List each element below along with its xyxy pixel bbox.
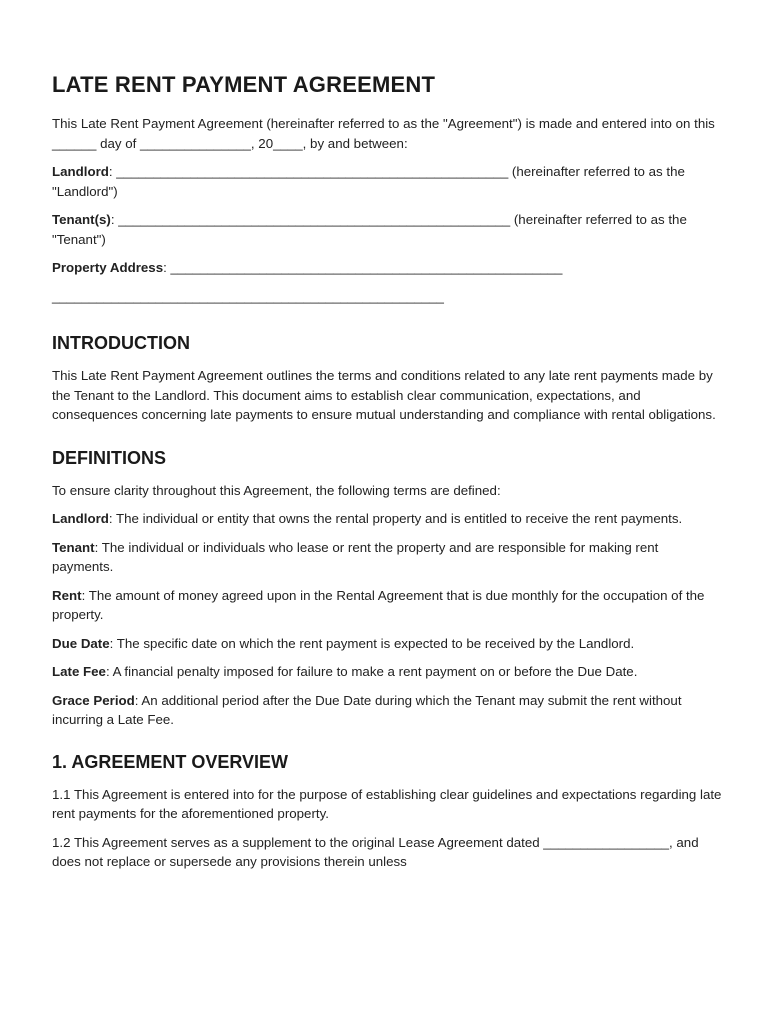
tenant-text: : _____________________________________________________ (hereinafter referred to as the "Tenant"): [52, 212, 687, 247]
property-line-2: _____________________________________________________: [52, 288, 444, 304]
definition-term: Grace Period: [52, 692, 135, 708]
definition-text: : An additional period after the Due Date during which the Tenant may submit the rent without incurring a Late Fee.: [52, 692, 682, 727]
overview-clause-1: 1.1 This Agreement is entered into for the purpose of establishing clear guidelines and expectations regarding late rent payments for the aforementioned property.: [52, 786, 722, 821]
landlord-line: [52, 162, 722, 201]
definition-term: Landlord: [52, 511, 109, 526]
introduction-text: This Late Rent Payment Agreement outlines the terms and conditions related to any late rent payments made by the Tenant to the Landlord. This document aims to establish clear communication, expectations, and consequences concerning late payments to ensure mutual understanding and compliance with rental obligations.: [52, 368, 716, 422]
definition-term: Rent: [52, 587, 82, 603]
definition-text: : The specific date on which the rent payment is expected to be received by the Landlord.: [109, 635, 635, 651]
definition-item: [52, 662, 722, 682]
landlord-text: : _____________________________________________________ (hereinafter referred to as the "Landlord"): [52, 164, 685, 199]
definition-item: [52, 634, 722, 654]
definition-text: : The individual or entity that owns the rental property and is entitled to receive the rent payments.: [108, 511, 683, 526]
overview-clause-2: 1.2 This Agreement serves as a supplement to the original Lease Agreement dated _________________, and does not replace or supersede any provisions therein unless: [52, 834, 699, 869]
document-title: LATE RENT PAYMENT AGREEMENT: [52, 72, 436, 97]
definition-item: [52, 538, 722, 577]
definition-item: [52, 509, 722, 529]
definition-term: Late Fee: [52, 664, 106, 679]
definition-term: Due Date: [52, 635, 110, 651]
definition-term: Tenant: [52, 539, 95, 555]
definition-text: : The amount of money agreed upon in the Rental Agreement that is due monthly for the occupation of the property.: [52, 587, 705, 622]
definition-item: [52, 586, 722, 625]
definition-text: : A financial penalty imposed for failure to make a rent payment on or before the Due Date.: [105, 664, 638, 679]
tenant-label: Tenant(s): [52, 212, 111, 227]
landlord-label: Landlord: [52, 164, 109, 179]
property-text: : _____________________________________________________: [163, 260, 563, 275]
definition-text: : The individual or individuals who lease or rent the property and are responsible for making rent payments.: [52, 539, 659, 574]
definitions-intro: To ensure clarity throughout this Agreement, the following terms are defined:: [52, 482, 501, 498]
introduction-heading: INTRODUCTION: [52, 333, 190, 353]
document-page: [52, 72, 722, 881]
definition-item: [52, 691, 722, 730]
property-label: Property Address: [52, 260, 164, 275]
preamble: This Late Rent Payment Agreement (hereinafter referred to as the "Agreement") is made and entered into on this ______ day of _______________, 20____, by and between:: [52, 116, 715, 151]
overview-heading: 1. AGREEMENT OVERVIEW: [52, 751, 289, 772]
definitions-heading: DEFINITIONS: [52, 447, 167, 468]
property-line: [52, 258, 722, 278]
tenant-line: [52, 210, 722, 249]
